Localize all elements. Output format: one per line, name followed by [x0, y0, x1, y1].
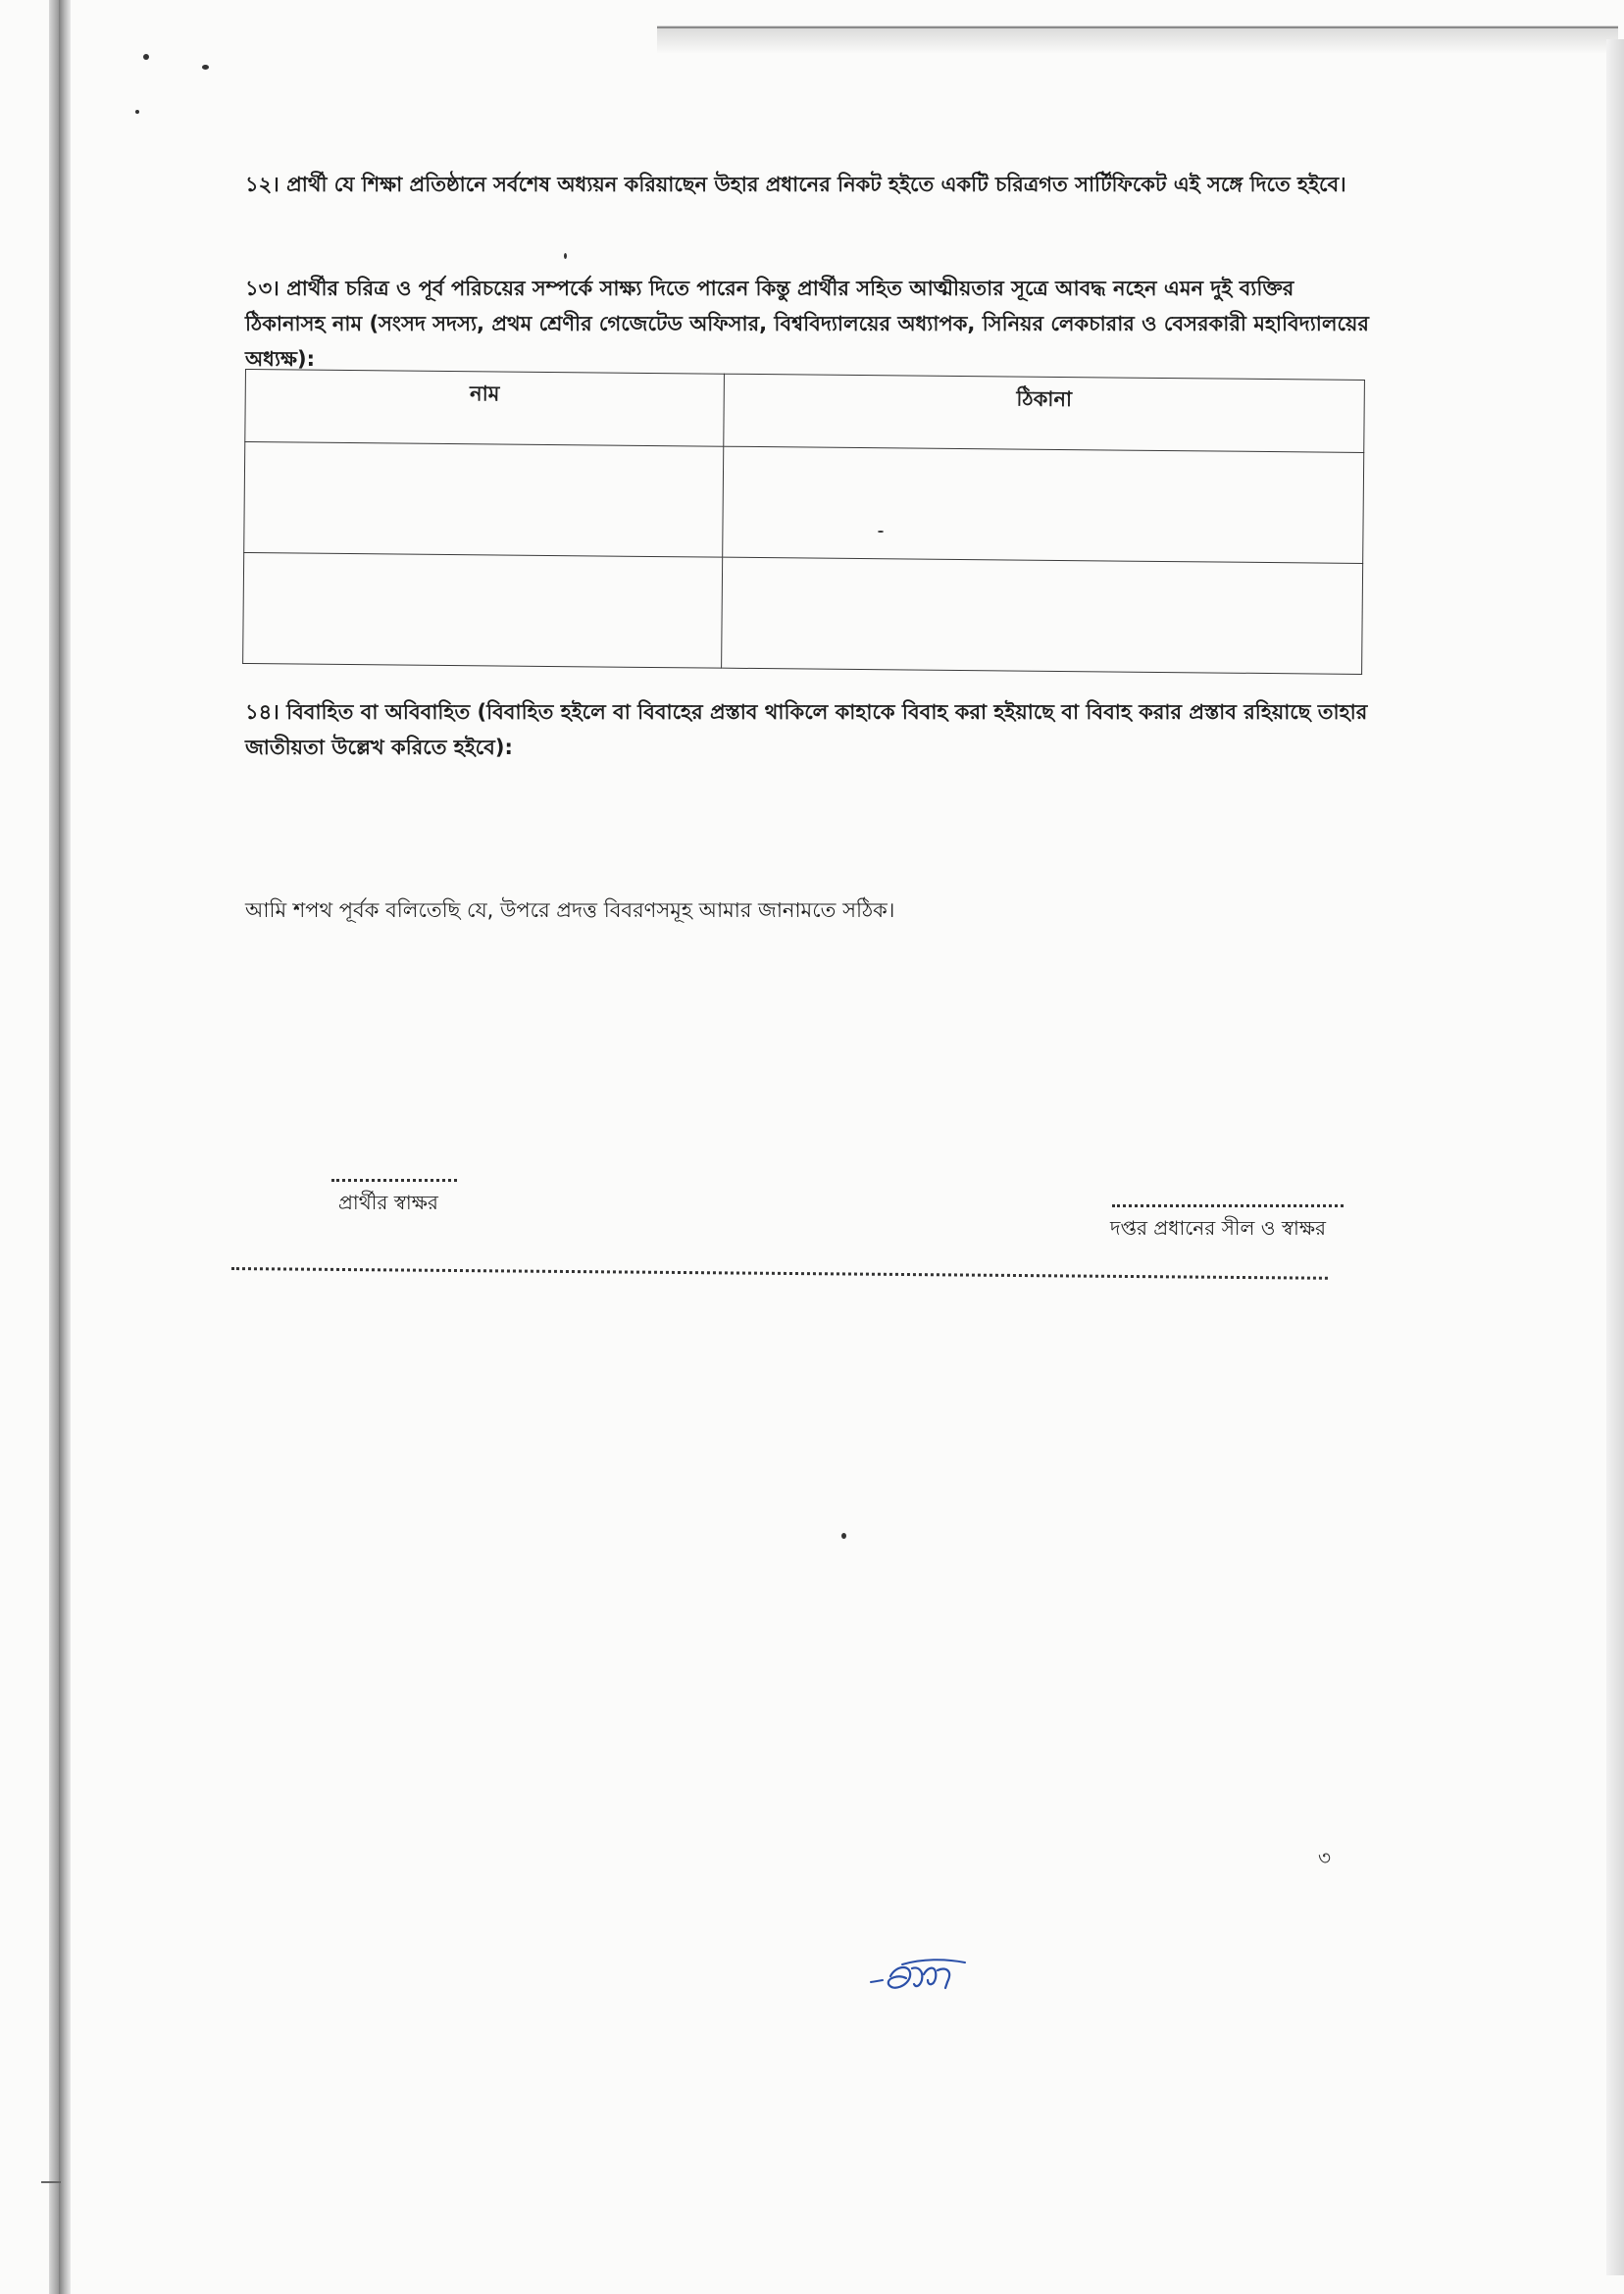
header-name: নাম [245, 370, 725, 447]
scan-speck [841, 1533, 846, 1539]
declaration-statement: আমি শপথ পূর্বক বলিতেছি যে, উপরে প্রদত্ত বিবরণসমূহ আমার জানামতে সঠিক। [245, 898, 895, 922]
scan-speck [564, 253, 567, 259]
item-13-references: ১৩। প্রার্থীর চরিত্র ও পূর্ব পরিচয়ের সম্পর্কে সাক্ষ্য দিতে পারেন কিন্তু প্রার্থীর সহিত আত্মীয়তার সূত্রে আবদ্ধ নহেন এমন দুই ব্যক্তির ঠিকানাসহ নাম (সংসদ সদস্য, প্রথম শ্রেণীর গেজেটেড অফিসার, বিশ্ববিদ্যালয়ের অধ্যাপক, সিনিয়র লেকচারার ও বেসরকারী মহাবিদ্যালয়ের অধ্যক্ষ): [245, 277, 1369, 371]
item-14-marital-status: ১৪। বিবাহিত বা অবিবাহিত (বিবাহিত হইলে বা বিবাহের প্রস্তাব থাকিলে কাহাকে বিবাহ করা হইয়াছে বা বিবাহ করার প্রস্তাব রহিয়াছে তাহার জাতীয়তা উল্লেখ করিতে হইবে): [245, 700, 1368, 759]
scan-shadow-outer [49, 0, 59, 2294]
page-number: ৩ [1318, 1846, 1332, 1869]
section-divider-dotted [231, 1267, 1328, 1280]
scan-right-edge [1606, 39, 1624, 2275]
office-head-signature-label: দপ্তর প্রধানের সীল ও স্বাক্ষর [1110, 1216, 1327, 1240]
office-head-signature-line[interactable] [1112, 1204, 1344, 1207]
applicant-signature-label: প্রার্থীর স্বাক্ষর [338, 1191, 438, 1214]
scan-top-line [657, 26, 1618, 28]
scan-top-smudge [657, 25, 1618, 53]
reference-2-address-cell[interactable] [722, 557, 1363, 674]
reference-2-name-cell[interactable] [243, 552, 723, 668]
scan-speck [202, 65, 209, 70]
applicant-signature-line[interactable] [331, 1179, 457, 1182]
scan-speck [135, 110, 139, 114]
table-row [243, 552, 1363, 674]
handwritten-initials [863, 1947, 981, 2010]
scan-mark [41, 2181, 61, 2183]
table-header-row [245, 370, 1365, 453]
item-12-character-certificate: ১২। প্রার্থী যে শিক্ষা প্রতিষ্ঠানে সর্বশেষ অধ্যয়ন করিয়াছেন উহার প্রধানের নিকট হইতে একটি চরিত্রগত সার্টিফিকেট এই সঙ্গে দিতে হইবে। [245, 173, 1346, 196]
header-address: ঠিকানা [724, 374, 1365, 452]
table-row [244, 442, 1364, 564]
reference-1-address-cell[interactable] [723, 446, 1364, 563]
reference-table [242, 369, 1365, 675]
scan-shadow-edge [59, 0, 71, 2294]
initials-signature-icon [863, 1947, 981, 2006]
reference-1-name-cell[interactable] [244, 442, 724, 558]
scan-speck [143, 54, 149, 60]
